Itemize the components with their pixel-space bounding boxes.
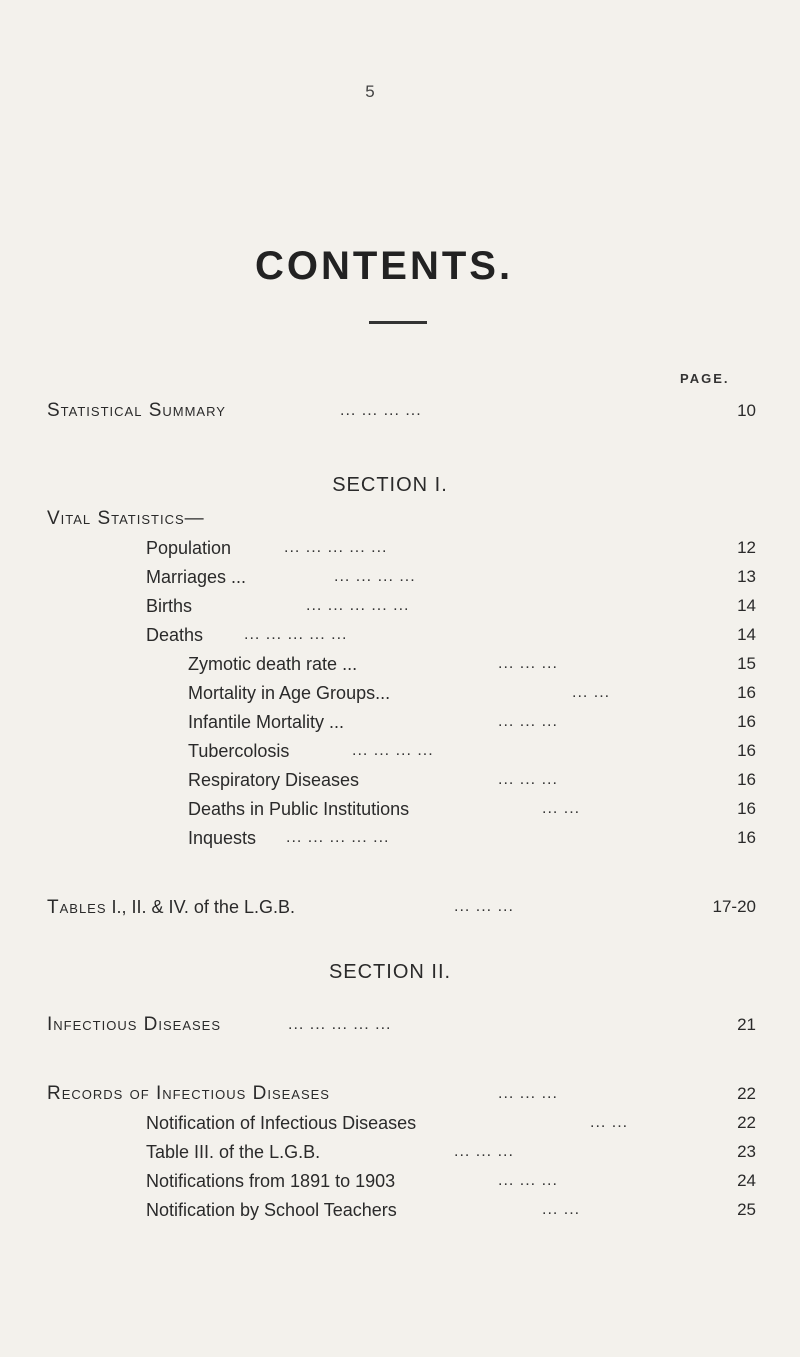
- toc-leader-dots: ... ... ... ... ...: [286, 829, 390, 846]
- toc-entry-page: 16: [737, 828, 756, 847]
- toc-entry-page: 14: [737, 596, 756, 615]
- toc-leader-dots: ... ... ... ... ...: [288, 1016, 392, 1033]
- page-column-header: PAGE.: [680, 371, 730, 386]
- toc-entry-label: Population: [146, 538, 232, 558]
- toc-entry-label: Deaths in Public Institutions: [188, 799, 410, 819]
- toc-leader-dots: ... ...: [572, 684, 611, 701]
- vital-statistics-label: Vital Statistics—: [47, 508, 205, 529]
- toc-leader-dots: ... ... ...: [498, 1085, 558, 1102]
- toc-entry-label: Inquests: [188, 828, 257, 848]
- toc-entry-label: Zymotic death rate ...: [188, 654, 358, 674]
- toc-leader-dots: ... ... ...: [454, 1143, 514, 1160]
- page-title: CONTENTS.: [254, 244, 514, 288]
- section-2-heading: SECTION II.: [328, 961, 452, 983]
- toc-entry-label: Notifications from 1891 to 1903: [146, 1171, 396, 1191]
- toc-entry-page: 16: [737, 799, 756, 818]
- toc-leader-dots: ... ...: [542, 1201, 581, 1218]
- toc-entry-page: 10: [737, 401, 756, 420]
- toc-entry-label: Births: [146, 596, 193, 616]
- toc-entry-label: Notification by School Teachers: [146, 1200, 397, 1220]
- toc-entry-label: Mortality in Age Groups...: [188, 683, 391, 703]
- toc-entry-label: Statistical Summary: [47, 400, 226, 421]
- toc-entry-label: Respiratory Diseases: [188, 770, 360, 790]
- toc-entry-label: Notification of Infectious Diseases: [146, 1113, 417, 1133]
- toc-leader-dots: ... ... ... ...: [334, 568, 416, 585]
- toc-leader-dots: ... ... ...: [498, 1172, 558, 1189]
- toc-entry-page: 16: [737, 770, 756, 789]
- toc-entry-page: 13: [737, 567, 756, 586]
- toc-entry-page: 22: [737, 1084, 756, 1103]
- toc-entry-page: 22: [737, 1113, 756, 1132]
- toc-leader-dots: ... ... ...: [498, 655, 558, 672]
- toc-entry-page: 21: [737, 1015, 756, 1034]
- toc-leader-dots: ... ...: [542, 800, 581, 817]
- page-number: 5: [365, 82, 375, 101]
- title-divider: [369, 321, 427, 324]
- toc-leader-dots: ... ... ... ... ...: [244, 626, 348, 643]
- toc-entry-label: Records of Infectious Diseases: [47, 1083, 330, 1104]
- toc-leader-dots: ... ... ... ... ...: [306, 597, 410, 614]
- toc-entry-page: 16: [737, 741, 756, 760]
- section-1-heading: SECTION I.: [332, 474, 448, 496]
- toc-entry-page: 23: [737, 1142, 756, 1161]
- toc-entry-label: Tubercolosis: [188, 741, 290, 761]
- toc-leader-dots: ... ... ...: [454, 898, 514, 915]
- toc-entry-page: 24: [737, 1171, 756, 1190]
- toc-entry-label: [47, 893, 295, 921]
- toc-entry-label: Infectious Diseases: [47, 1014, 222, 1035]
- toc-entry-page: 17-20: [712, 897, 756, 916]
- toc-entry-page: 16: [737, 712, 756, 731]
- toc-entry-label: Infantile Mortality ...: [188, 712, 345, 732]
- toc-entry-page: 14: [737, 625, 756, 644]
- toc-leader-dots: ... ... ...: [498, 771, 558, 788]
- tables-label-small-caps: Tables: [47, 897, 107, 918]
- toc-entry-label: Marriages ...: [146, 567, 247, 587]
- toc-leader-dots: ... ... ... ...: [340, 402, 422, 419]
- toc-entry-page: 15: [737, 654, 756, 673]
- toc-leader-dots: ... ... ... ... ...: [284, 539, 388, 556]
- toc-entry-label: Table III. of the L.G.B.: [146, 1142, 321, 1162]
- toc-entry-page: 25: [737, 1200, 756, 1219]
- toc-leader-dots: ... ... ... ...: [352, 742, 434, 759]
- toc-entry-page: 16: [737, 683, 756, 702]
- tables-label-rest: I., II. & IV. of the L.G.B.: [111, 897, 295, 917]
- toc-leader-dots: ... ... ...: [498, 713, 558, 730]
- toc-leader-dots: ... ...: [590, 1114, 629, 1131]
- toc-entry-label: Deaths: [146, 625, 204, 645]
- toc-entry-page: 12: [737, 538, 756, 557]
